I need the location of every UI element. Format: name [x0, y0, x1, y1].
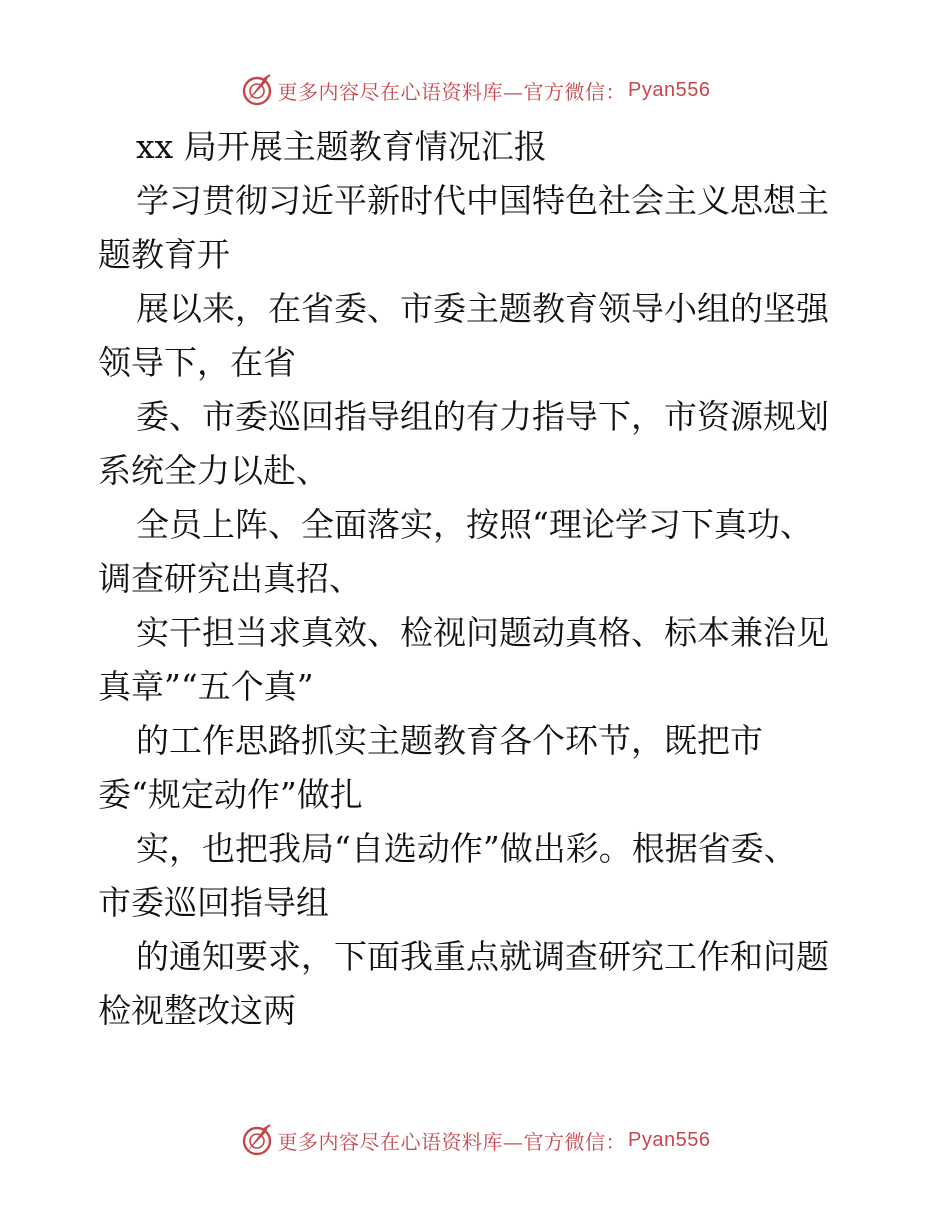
text-line: 的通知要求，下面我重点就调查研究工作和问题	[136, 937, 829, 976]
text-line: 领导下，在省	[98, 343, 296, 382]
text-line: 全员上阵、全面落实，按照“理论学习下真功、	[136, 505, 813, 544]
text-line: 真章”“五个真”	[98, 667, 314, 706]
header-watermark	[0, 70, 950, 110]
text-line: 实干担当求真效、检视问题动真格、标本兼治见	[136, 613, 829, 652]
text-line: 调查研究出真招、	[98, 559, 362, 598]
quill-logo-icon	[240, 73, 274, 107]
watermark-text: 更多内容尽在心语资料库—官方微信：	[277, 1129, 627, 1154]
text-line: 题教育开	[98, 235, 230, 274]
quill-logo-icon	[240, 1123, 274, 1157]
text-line: 系统全力以赴、	[98, 451, 329, 490]
watermark-id: Pyan556	[628, 1128, 711, 1151]
document-title: xx 局开展主题教育情况汇报	[136, 127, 547, 166]
text-line: 展以来，在省委、市委主题教育领导小组的坚强	[136, 289, 829, 328]
text-line: 委“规定动作”做扎	[98, 775, 363, 814]
watermark-text: 更多内容尽在心语资料库—官方微信：	[277, 79, 627, 104]
text-line: 的工作思路抓实主题教育各个环节，既把市	[136, 721, 763, 760]
footer-watermark	[0, 1120, 950, 1160]
document-body	[98, 120, 858, 1038]
text-line: 市委巡回指导组	[98, 883, 329, 922]
text-line: 委、市委巡回指导组的有力指导下，市资源规划	[136, 397, 829, 436]
text-line: 学习贯彻习近平新时代中国特色社会主义思想主	[136, 181, 829, 220]
watermark-id: Pyan556	[628, 78, 711, 101]
text-line: 检视整改这两	[98, 991, 296, 1030]
text-line: 实，也把我局“自选动作”做出彩。根据省委、	[136, 829, 797, 868]
paragraph-lines	[98, 174, 858, 1038]
